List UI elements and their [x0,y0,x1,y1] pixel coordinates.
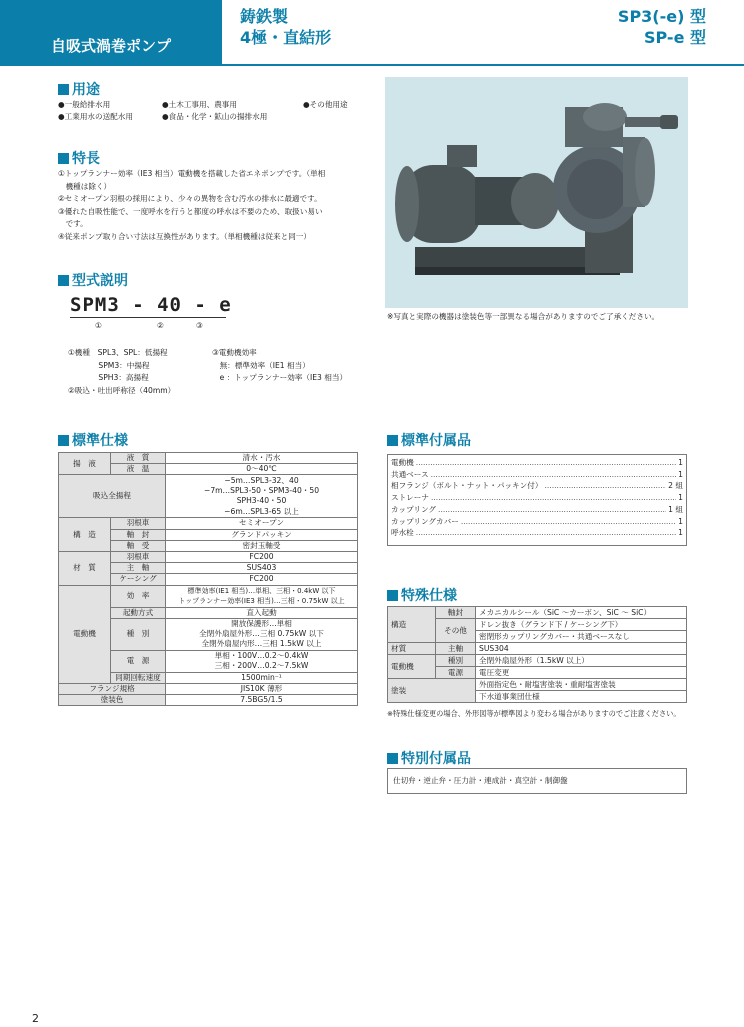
spec-label: 液 温 [111,464,166,475]
special-value: 全閉外扇屋外形（1.5kW 以上） [476,655,687,667]
model-marker: ② [157,321,164,330]
spec-value-line: 開放保護形…単相 [231,618,292,628]
spec-heading: 標準仕様 [58,430,128,450]
usage-item: ●土木工事用、農事用 [162,100,237,109]
table-row [388,679,687,691]
table-row [59,695,358,706]
spec-value-multiline [166,618,358,650]
spec-label: 羽根車 [111,518,166,529]
feature-line: ①トップランナー効率（IE3 相当）電動機を搭載した省エネポンプです。（単相 [58,169,326,178]
spec-value: FC200 [166,551,358,562]
spec-label: 電 源 [111,650,166,672]
table-row [59,453,358,464]
spec-value-line: 全閉外扇屋外形…三相 0.75kW 以下 [199,629,324,639]
table-row [59,551,358,562]
model-note: ①機種 SPL3、SPL：低揚程 [68,348,168,357]
extra-heading: 特別付属品 [387,748,471,768]
header-material: 鋳鉄製 [240,7,289,26]
spec-value: 密封玉軸受 [166,540,358,551]
spec-value: 7.5BG5/1.5 [166,695,358,706]
feature-line: ③優れた自吸性能で、一度呼水を行うと都度の呼水は不要のため、取扱い易い [58,206,323,216]
header-models [618,6,706,48]
special-group-label: 構造 [388,607,436,643]
table-row [388,655,687,667]
spec-value-line: 三相・200V…0.2～7.5kW [214,661,309,671]
model-note: SPM3：中揚程 [68,360,150,370]
table-row [59,585,358,607]
accessory-qty: 1 組 [668,504,683,514]
table-row [388,607,687,619]
header-model-1: SP3(-e) 型 [617,7,706,26]
list-item [388,516,686,528]
model-heading: 型式説明 [58,270,128,290]
special-heading: 特殊仕様 [387,585,457,605]
spec-value: グランドパッキン [166,529,358,540]
feature-line: 機種は除く） [58,181,112,191]
spec-value: 1500min⁻¹ [166,672,358,683]
spec-value-line: 単相・100V…0.2～0.4kW [214,650,309,660]
usage-item: ●工業用水の送配水用 [58,112,133,121]
feature-line: ④従来ポンプ取り合い寸法は互換性があります。（単相機種は従来と同一） [58,231,311,241]
spec-value: SUS403 [166,563,358,574]
accessory-name: 呼水栓 [391,528,414,538]
spec-value-multiline [166,650,358,672]
header-category-band [0,0,222,66]
spec-table [58,452,358,706]
accessory-qty: 1 [678,516,683,526]
accessory-name: カップリングカバー [391,516,459,526]
usage-item: ●食品・化学・鉱山の揚排水用 [162,112,268,121]
special-label: その他 [436,619,476,643]
special-value: 電圧変更 [476,667,687,679]
extra-box [387,768,687,794]
special-value: 外面指定色・耐塩害塗装・重耐塩害塗装 [476,679,687,691]
pump-illustration [385,77,688,308]
leader-dots [416,527,676,539]
page-number: 2 [32,1012,39,1025]
spec-label: 吸込全揚程 [59,475,166,518]
extra-text: 仕切弁・逆止弁・圧力計・連成計・真空計・制御盤 [393,776,568,785]
accessory-name: 電動機 [391,458,414,467]
list-item [388,492,686,504]
table-row [59,518,358,529]
model-note: ③電動機効率 [212,348,257,357]
special-group-label: 電動機 [388,655,436,679]
accessory-name: 相フランジ（ボルト・ナット・パッキン付） [391,481,543,491]
special-value: 密閉形カップリングカバー・共通ベースなし [476,631,687,643]
features-list [58,168,325,243]
features-heading: 特長 [58,148,100,168]
header-category: 自吸式渦巻ポンプ [50,37,171,55]
spec-value-line: −7m…SPL3-50・SPM3-40・50 [203,486,320,496]
spec-label: 液 質 [111,453,166,464]
list-item [388,480,686,492]
accessory-name: カップリング [391,504,437,514]
leader-dots [431,492,676,504]
header-drive: 4極・直結形 [240,28,332,47]
spec-label: 効 率 [111,585,166,607]
special-label: 軸封 [436,607,476,619]
list-item [388,527,686,539]
leader-dots [416,457,676,469]
spec-group-label: 電動機 [59,585,111,683]
spec-label: ケーシング [111,574,166,585]
table-row [388,643,687,655]
spec-label: 起動方式 [111,607,166,618]
spec-value-line: SPH3-40・50 [236,496,287,506]
special-group-label: 材質 [388,643,436,655]
model-note: e ：トップランナー効率（IE3 相当） [212,373,348,382]
usage-heading: 用途 [58,79,100,99]
spec-value-line: −6m…SPL3-65 以上 [224,506,299,516]
table-row [59,475,358,518]
special-value: 下水道事業団仕様 [476,691,687,703]
special-group-label: 塗装 [388,679,476,703]
accessory-qty: 2 組 [668,481,683,491]
model-marker: ① [95,321,102,330]
special-label: 電源 [436,667,476,679]
model-note: 無：標準効率（IE1 相当） [212,360,310,370]
photo-note: ※写真と実際の機器は塗装色等一部異なる場合がありますのでご了承ください。 [387,312,660,321]
special-note: ※特殊仕様変更の場合、外形図等が標準図より変わる場合がありますのでご注意ください。 [387,709,681,718]
accessory-qty: 1 [678,469,683,479]
leader-dots [461,516,676,528]
table-row [59,683,358,694]
pump-photo [385,77,688,308]
header-rule [222,64,744,66]
spec-value-multiline [166,475,358,518]
spec-group-label: 構 造 [59,518,111,552]
accessory-qty: 1 [678,493,683,503]
spec-value-line: 標準効率(IE1 相当)…単相、三相・0.4kW 以下 [187,586,336,595]
spec-value-multiline [166,585,358,607]
spec-value-line: 全閉外扇屋内形…三相 1.5kW 以上 [201,639,322,649]
spec-value-line: −5m…SPL3-32、40 [224,475,299,485]
leader-dots [431,469,677,481]
spec-group-label: 材 質 [59,551,111,585]
header-model-2: SP-e 型 [643,28,706,47]
spec-label: 同期回転速度 [111,672,166,683]
model-note: ②吸込・吐出呼称径（40mm） [68,385,176,395]
spec-value: 直入起動 [166,607,358,618]
accessories-heading: 標準付属品 [387,430,471,450]
accessories-list [387,454,687,546]
spec-label: 軸 受 [111,540,166,551]
usage-item: ●一般給排水用 [58,100,111,109]
special-table [387,606,687,703]
accessory-qty: 1 [678,528,683,538]
leader-dots [544,480,666,492]
spec-value-line: トップランナー効率(IE3 相当)…三相・0.75kW 以上 [178,597,345,605]
accessory-name: 共通ベース [391,469,429,479]
model-note: SPH3：高揚程 [68,373,149,382]
spec-label: フランジ規格 [59,683,166,694]
spec-label: 種 別 [111,618,166,650]
spec-value: FC200 [166,574,358,585]
spec-group-label: 揚 液 [59,453,111,475]
accessory-qty: 1 [678,458,683,467]
spec-label: 軸 封 [111,529,166,540]
model-notes-left [68,347,175,397]
spec-label: 塗装色 [59,695,166,706]
spec-value: JIS10K 薄形 [166,683,358,694]
spec-label: 羽根車 [111,551,166,562]
leader-dots [438,504,666,516]
special-label: 種別 [436,655,476,667]
special-value: メカニカルシール（SiC ～カーボン、SiC ～ SiC） [476,607,687,619]
usage-item: ●その他用途 [303,100,348,109]
spec-value: 清水・汚水 [166,453,358,464]
header-description [240,6,331,48]
model-underline [70,317,226,318]
model-marker: ③ [196,321,203,330]
spec-value: 0～40℃ [166,464,358,475]
model-notes-right [212,347,347,385]
spec-label: 主 軸 [111,563,166,574]
feature-line: ②セミオープン羽根の採用により、少々の異物を含む汚水の排水に最適です。 [58,194,322,203]
model-code: SPM3 - 40 - e [70,294,232,316]
feature-line: です。 [58,219,88,228]
special-value: ドレン抜き（グランド下 / ケーシング下） [476,619,687,631]
spec-value: セミオープン [166,518,358,529]
list-item [388,469,686,481]
special-value: SUS304 [476,643,687,655]
list-item [388,504,686,516]
accessory-name: ストレーナ [391,493,429,503]
list-item [388,457,686,469]
special-label: 主軸 [436,643,476,655]
